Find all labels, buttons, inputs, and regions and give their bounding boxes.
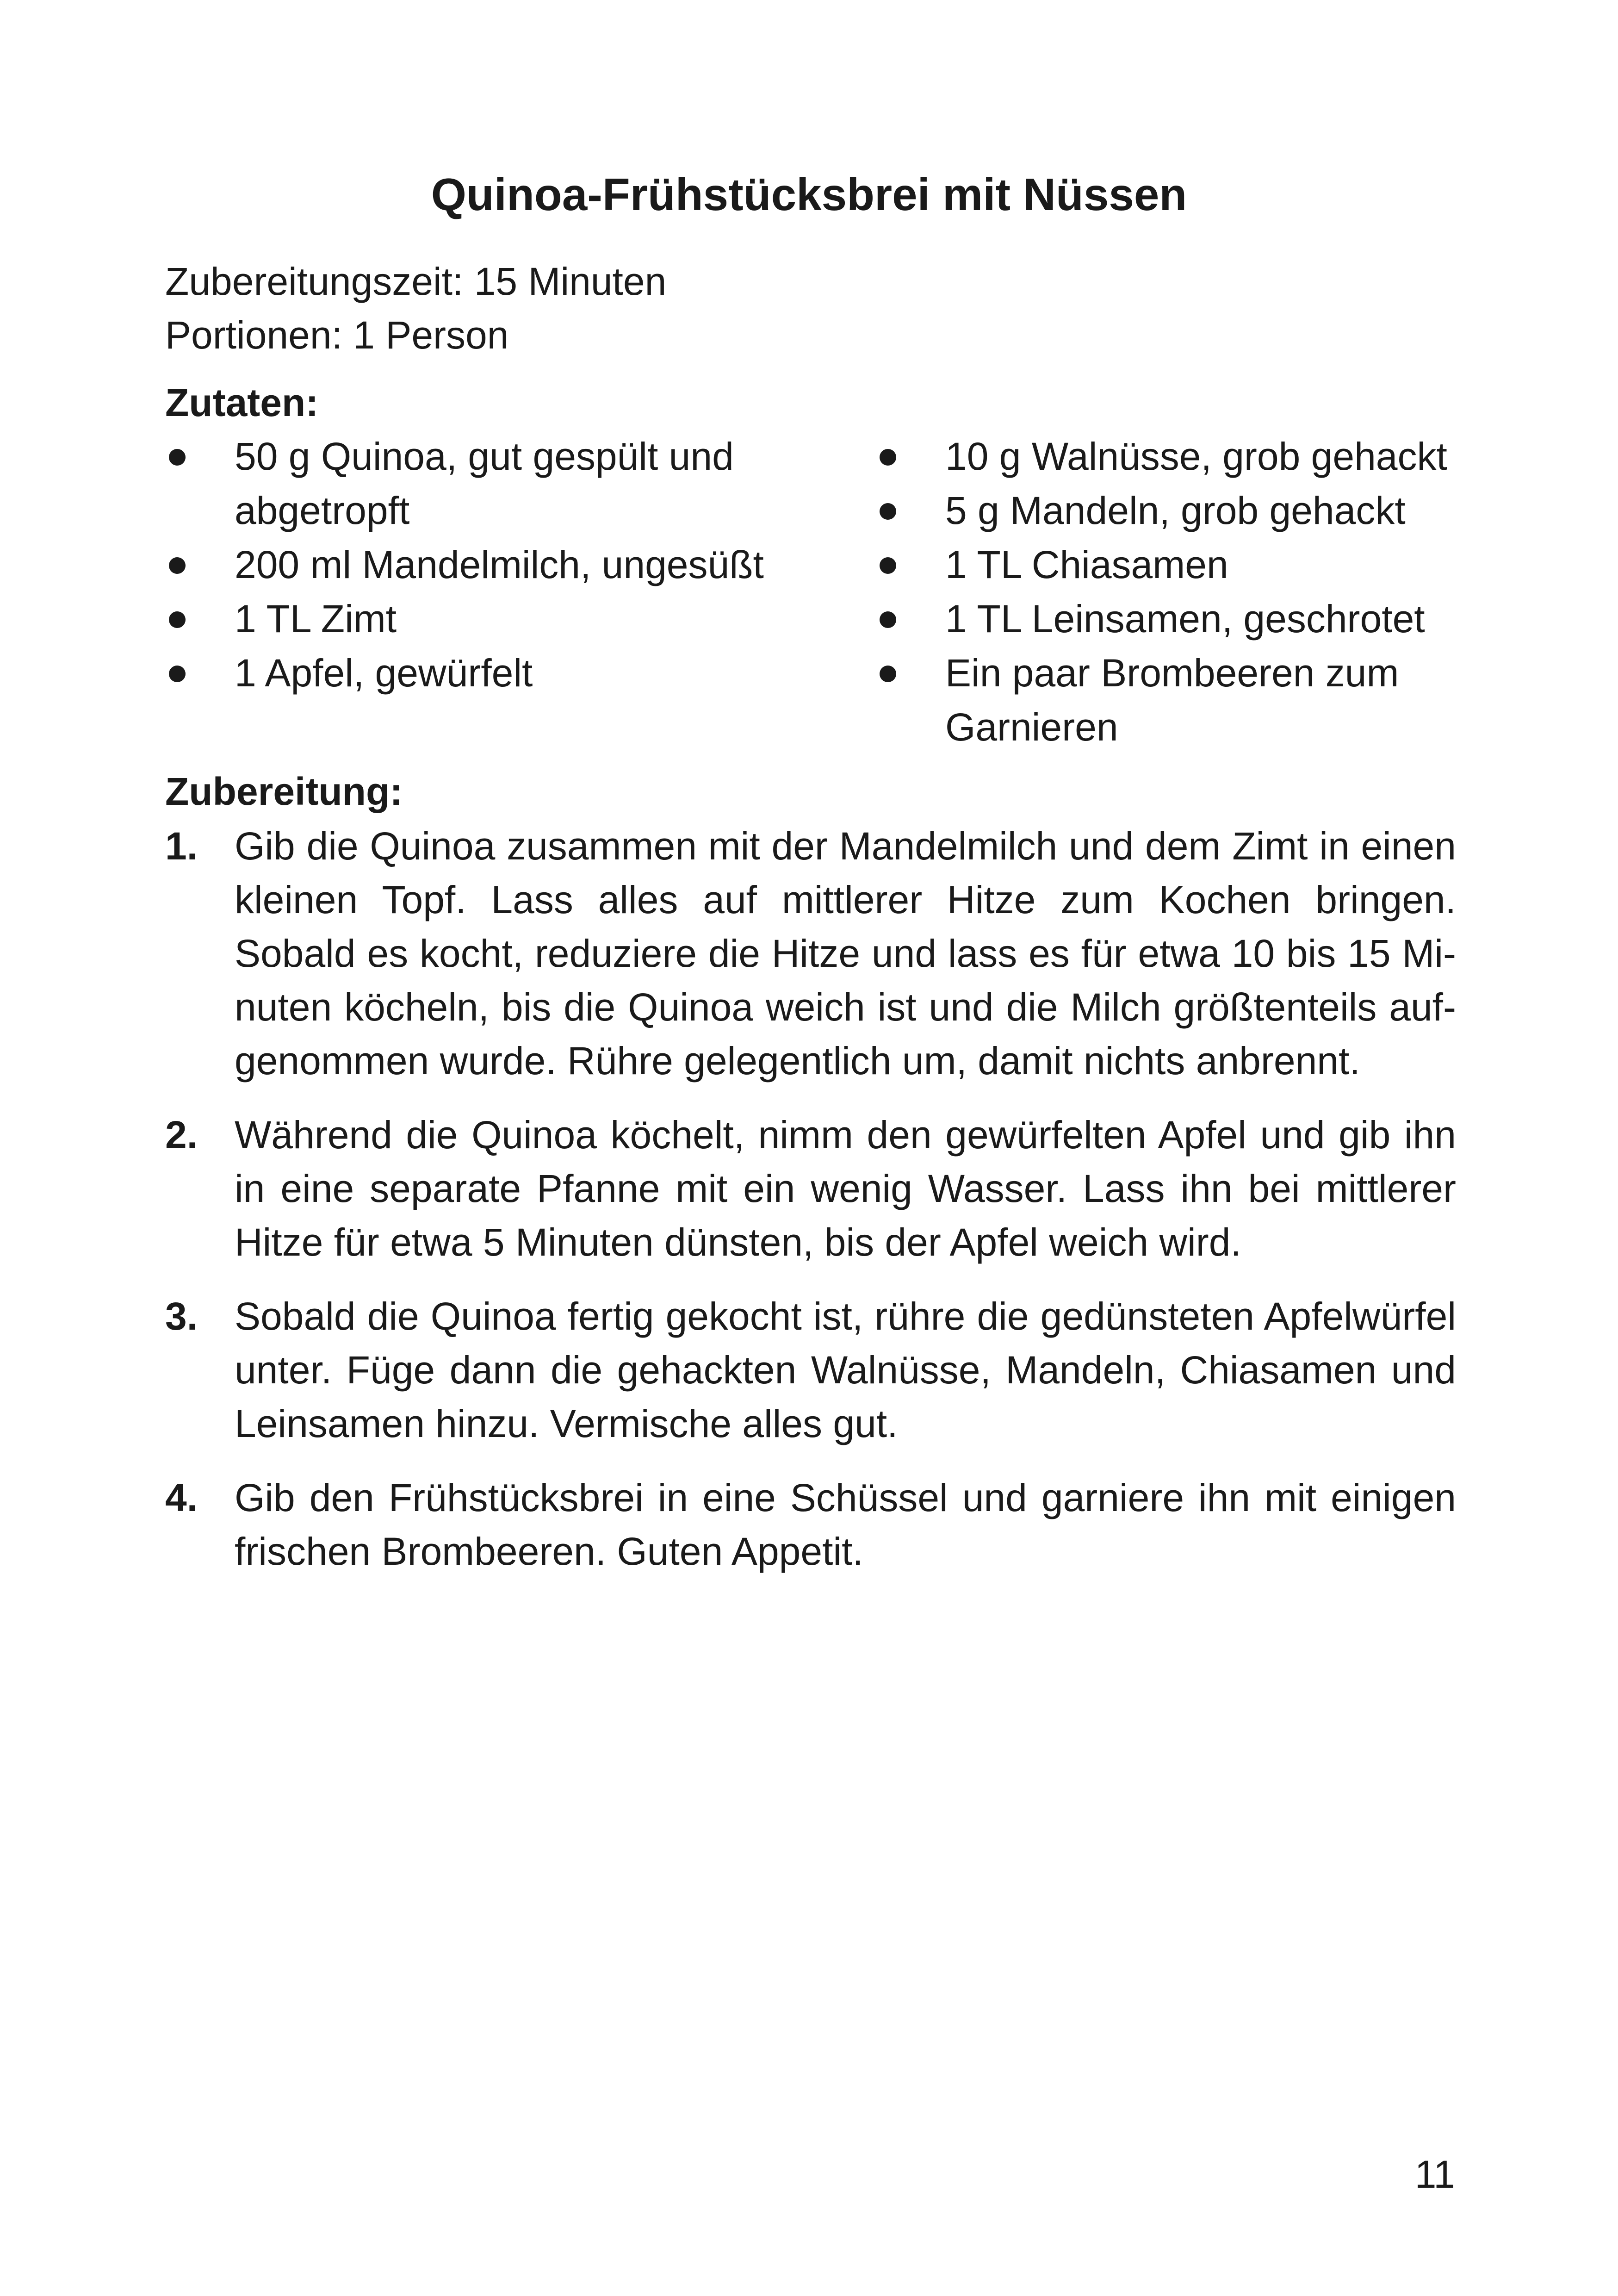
page-number: 11 — [1414, 2153, 1455, 2196]
ingredient-text: 200 ml Mandelmilch, ungesüßt — [235, 543, 764, 586]
bullet-icon — [169, 557, 186, 574]
list-item — [876, 429, 1477, 484]
step-number: 2. — [165, 1113, 198, 1157]
preparation-steps — [165, 819, 1456, 1599]
step-item — [165, 819, 1456, 1088]
ingredient-text: 1 Apfel, gewürfelt — [235, 651, 533, 695]
list-item — [876, 484, 1477, 538]
step-text: Gib die Quinoa zusammen mit der Mandelmilch und dem Zimt in einen kleinen Topf. Lass alles auf mittlerer Hitze zum Kochen bringen. Sobald es kocht, reduziere die Hitze und lass es für etwa 10 bis 15 Minuten köcheln, bis die Quinoa weich ist und die Milch größtenteils aufgenommen wurde. Rühre gelegentlich um, damit nichts anbrennt. — [235, 824, 1456, 1083]
prep-time: Zubereitungszeit: 15 Minuten — [165, 260, 667, 303]
step-number: 1. — [165, 824, 198, 868]
bullet-icon — [880, 611, 896, 628]
list-item — [876, 646, 1477, 754]
bullet-icon — [880, 557, 896, 574]
ingredient-text: 1 TL Leinsamen, geschrotet — [945, 597, 1425, 641]
recipe-title: Quinoa-Frühstücksbrei mit Nüssen — [431, 169, 1187, 220]
ingredient-text: 50 g Quinoa, gut gespült und abgetropft — [235, 435, 734, 532]
preparation-heading: Zubereitung: — [165, 770, 403, 813]
portions: Portionen: 1 Person — [165, 313, 509, 357]
bullet-icon — [169, 449, 186, 466]
ingredient-text: 5 g Mandeln, grob gehackt — [945, 489, 1406, 532]
step-number: 4. — [165, 1476, 198, 1519]
ingredients-list-left — [165, 429, 767, 700]
list-item — [876, 538, 1477, 592]
list-item — [165, 429, 767, 538]
bullet-icon — [880, 449, 896, 466]
ingredient-text: 1 TL Zimt — [235, 597, 397, 641]
ingredient-text: Ein paar Brombeeren zum Garnieren — [945, 651, 1399, 749]
bullet-icon — [169, 666, 186, 682]
step-number: 3. — [165, 1294, 198, 1338]
bullet-icon — [169, 611, 186, 628]
ingredients-heading: Zutaten: — [165, 381, 319, 424]
bullet-icon — [880, 503, 896, 520]
ingredients-list-right — [876, 429, 1477, 754]
list-item — [165, 538, 767, 592]
step-text: Gib den Frühstücksbrei in eine Schüssel und garniere ihn mit einigen frischen Brombeeren. Guten Appetit. — [235, 1476, 1456, 1573]
bullet-icon — [880, 666, 896, 682]
list-item — [165, 592, 767, 646]
step-item — [165, 1289, 1456, 1450]
step-text: Während die Quinoa köchelt, nimm den gewürfelten Apfel und gib ihn in eine separate Pfanne mit ein wenig Wasser. Lass ihn bei mittlerer Hitze für etwa 5 Minuten dünsten, bis der Apfel weich wird. — [235, 1113, 1456, 1264]
step-text: Sobald die Quinoa fertig gekocht ist, rühre die gedünsteten Apfelwürfel unter. Füge dann die gehackten Walnüsse, Mandeln, Chiasamen und Leinsamen hinzu. Vermische alles gut. — [235, 1294, 1456, 1445]
step-item — [165, 1108, 1456, 1269]
list-item — [165, 646, 767, 700]
step-item — [165, 1471, 1456, 1578]
ingredient-text: 1 TL Chiasamen — [945, 543, 1228, 586]
ingredient-text: 10 g Walnüsse, grob gehackt — [945, 435, 1447, 478]
list-item — [876, 592, 1477, 646]
